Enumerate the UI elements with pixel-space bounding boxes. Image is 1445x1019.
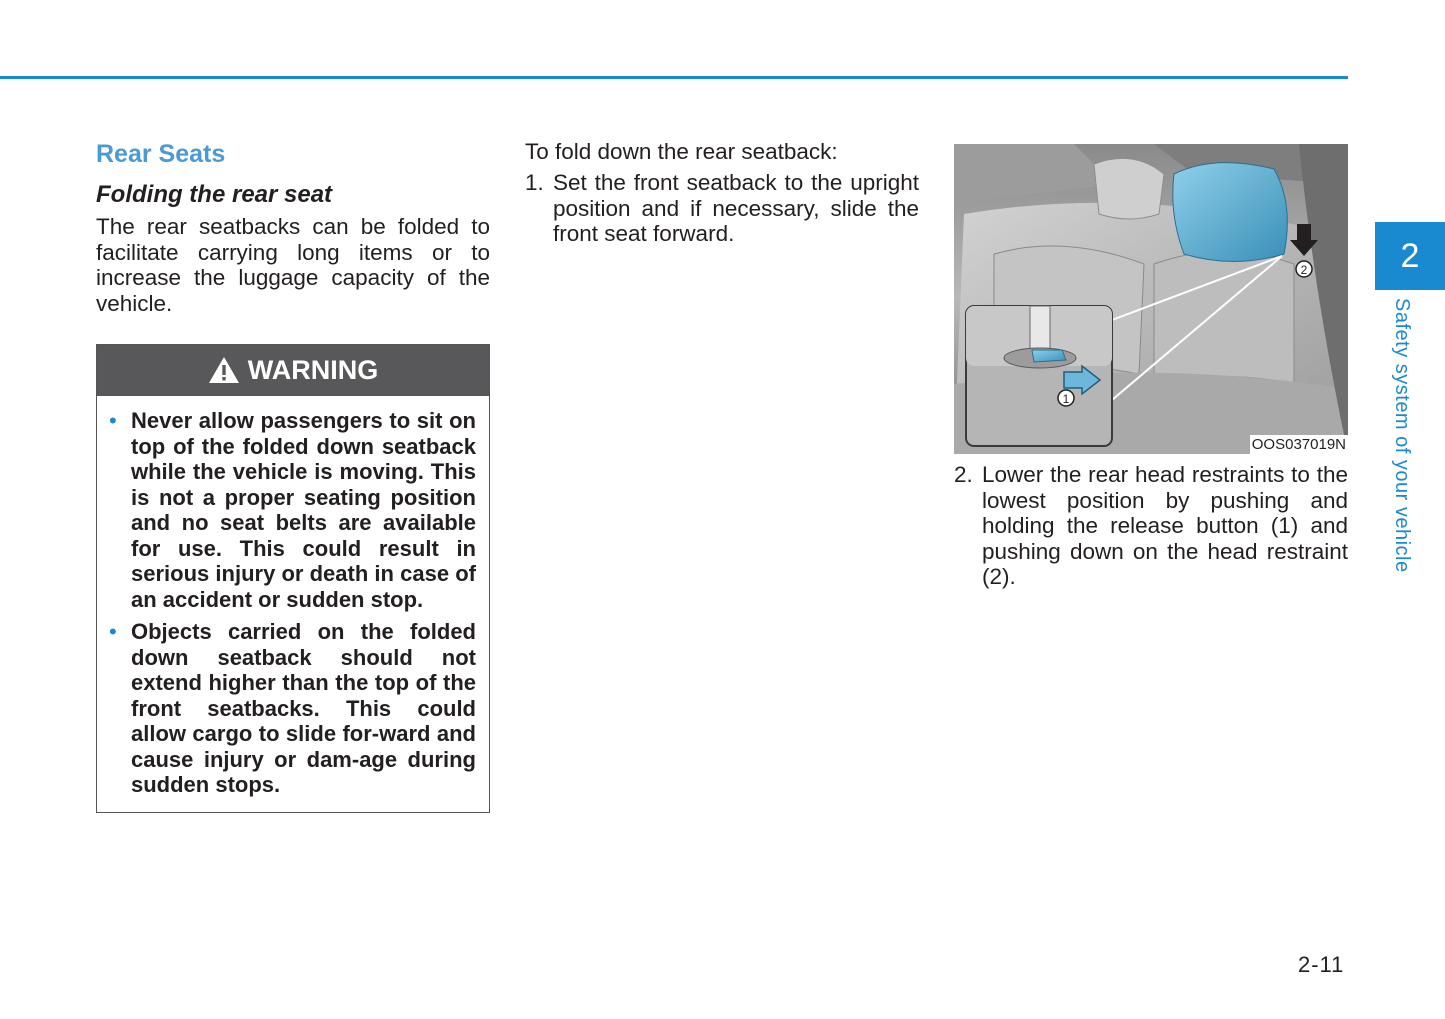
chapter-number-tab[interactable]: 2 <box>1375 222 1445 290</box>
step-2 <box>954 462 1348 590</box>
intro-paragraph: The rear seatbacks can be folded to facilitate carrying long items or to increase the luggage capacity of the vehicle. <box>96 214 490 316</box>
step-1 <box>525 170 919 247</box>
warning-triangle-icon <box>208 356 240 384</box>
warning-item <box>109 619 476 798</box>
left-column <box>96 138 490 813</box>
bullet-icon: • <box>109 619 117 644</box>
figure-code: OOS037019N <box>1251 436 1346 453</box>
step-number: 2. <box>954 462 973 487</box>
warning-box <box>96 344 490 813</box>
page-number: 2-11 <box>1298 952 1345 977</box>
section-title: Rear Seats <box>96 140 226 168</box>
callout-2: 2 <box>1300 263 1308 277</box>
seat-illustration-graphic <box>954 144 1348 454</box>
warning-item <box>109 408 476 612</box>
middle-column <box>525 138 919 247</box>
header-rule <box>0 76 1348 79</box>
callout-1: 1 <box>1062 392 1070 406</box>
step-text: Set the front seatback to the upright position and if necessary, slide the front seat forward. <box>553 170 919 246</box>
warning-header <box>97 345 489 396</box>
warning-body <box>97 396 489 812</box>
step-text: Lower the rear head restraints to the lowest position by pushing and holding the release button (1) and pushing down on the head restraint (2). <box>982 462 1348 589</box>
chapter-title: Safety system of your vehicle <box>1391 298 1413 573</box>
step-number: 1. <box>525 170 544 195</box>
warning-item-text: Objects carried on the folded down seatback should not extend higher than the top of the front seatbacks. This could allow cargo to slide for-ward and cause injury or dam-age during sudden stops. <box>131 619 476 797</box>
warning-label: WARNING <box>247 354 379 385</box>
warning-item-text: Never allow passengers to sit on top of the folded down seatback while the vehicle is moving. This is not a proper seating position and no seat belts are available for use. This could result in serious injury or death in case of an accident or sudden stop. <box>131 408 476 612</box>
fold-intro: To fold down the rear seatback: <box>525 139 838 164</box>
rear-seat-illustration <box>954 144 1348 454</box>
right-column <box>954 138 1348 590</box>
sub-title: Folding the rear seat <box>96 181 333 208</box>
bullet-icon: • <box>109 408 117 433</box>
